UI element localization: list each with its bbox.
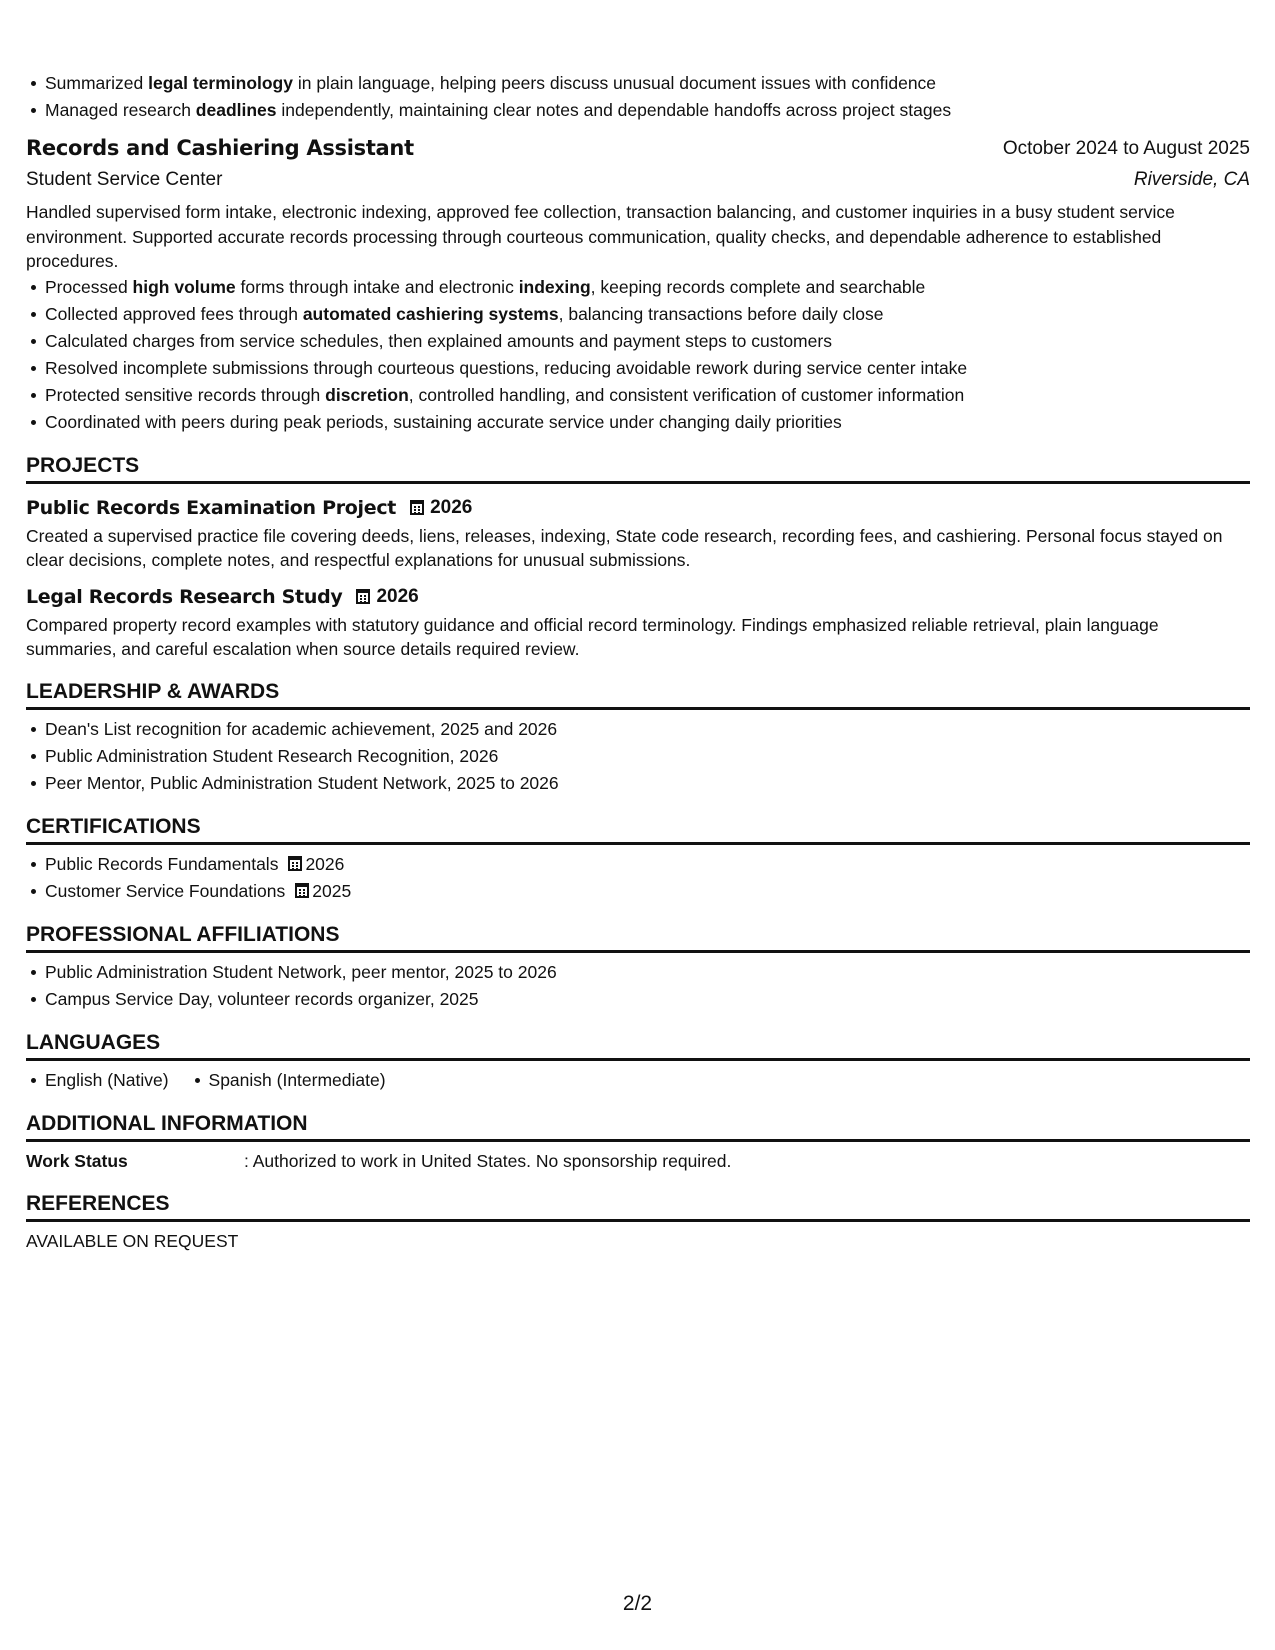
work-status-row	[26, 1148, 1250, 1174]
job-location: Riverside, CA	[1133, 169, 1250, 190]
list-item: Dean's List recognition for academic achievement, 2025 and 2026	[45, 716, 1250, 743]
project-title: Legal Records Research Study	[26, 585, 343, 608]
text-segment: forms through intake and electronic	[235, 276, 519, 297]
list-item: Peer Mentor, Public Administration Student Network, 2025 to 2026	[45, 770, 1250, 797]
text-segment: Calculated charges from service schedules, then explained amounts and payment steps to customers	[45, 330, 832, 351]
job-header	[26, 134, 1250, 163]
list-item: English (Native)	[45, 1067, 169, 1094]
calendar-icon	[410, 500, 424, 515]
references-section	[26, 1190, 1250, 1254]
project-year: 2026	[376, 585, 419, 607]
certification-name: Public Records Fundamentals	[45, 853, 279, 874]
page-number: 2/2	[622, 1592, 653, 1615]
list-item	[45, 328, 1250, 355]
list-item	[45, 355, 1250, 382]
text-segment: Summarized	[45, 73, 149, 93]
calendar-icon	[288, 856, 302, 871]
section-heading: LANGUAGES	[26, 1029, 1250, 1061]
certifications-section	[26, 813, 1250, 905]
leadership-section	[26, 678, 1250, 797]
section-heading: PROFESSIONAL AFFILIATIONS	[26, 921, 1250, 953]
calendar-icon	[295, 883, 309, 898]
certification-year: 2025	[312, 880, 352, 901]
text-segment: in plain language, helping peers discuss unusual document issues with confidence	[292, 73, 937, 93]
work-status-value: : Authorized to work in United States. No sponsorship required.	[244, 1150, 732, 1171]
work-status-label: Work Status	[26, 1150, 128, 1171]
project-description: Compared property record examples with statutory guidance and official record terminology. Findings emphasized reliable retrieval, plain language summaries, and careful escalation when source details required review.	[26, 614, 1159, 659]
list-item	[45, 409, 1250, 436]
text-segment: Collected approved fees through	[45, 303, 303, 324]
calendar-icon	[356, 589, 370, 604]
section-heading: CERTIFICATIONS	[26, 813, 1250, 845]
languages-section	[26, 1029, 1250, 1094]
emphasized-text: high volume	[132, 276, 236, 297]
list-item	[45, 851, 1250, 878]
section-heading: LEADERSHIP & AWARDS	[26, 678, 1250, 710]
text-segment: , controlled handling, and consistent verification of customer information	[408, 384, 965, 405]
job-subheader	[26, 166, 1250, 194]
affiliations-section	[26, 921, 1250, 1013]
text-segment: independently, maintaining clear notes and dependable handoffs across project stages	[276, 100, 952, 120]
list-item	[45, 878, 1250, 905]
emphasized-text: deadlines	[195, 100, 277, 120]
resume-page	[26, 70, 1250, 1254]
list-item: Spanish (Intermediate)	[209, 1067, 386, 1094]
job-organization: Student Service Center	[26, 169, 223, 190]
projects-section	[26, 452, 1250, 662]
text-segment: Managed research	[45, 100, 196, 120]
job-dates: October 2024 to August 2025	[1002, 138, 1250, 159]
list-item: Campus Service Day, volunteer records organizer, 2025	[45, 986, 1250, 1013]
project-title: Public Records Examination Project	[26, 496, 397, 519]
project-description: Created a supervised practice file covering deeds, liens, releases, indexing, State code research, recording fees, and cashiering. Personal focus stayed on clear decisions, complete notes, and respectful explanations for unusual submissions.	[26, 525, 1223, 570]
text-segment: , balancing transactions before daily close	[558, 303, 884, 324]
section-heading: ADDITIONAL INFORMATION	[26, 1110, 1250, 1142]
text-segment: Processed	[45, 276, 133, 297]
job-title: Records and Cashiering Assistant	[26, 136, 414, 160]
job-bullets	[26, 274, 1250, 436]
text-segment: , keeping records complete and searchable	[590, 276, 926, 297]
section-heading: REFERENCES	[26, 1190, 1250, 1222]
list-item: Public Administration Student Network, peer mentor, 2025 to 2026	[45, 959, 1250, 986]
additional-info-section	[26, 1110, 1250, 1174]
list-item: Public Administration Student Research Recognition, 2026	[45, 743, 1250, 770]
project-item	[26, 494, 1250, 573]
list-item	[45, 70, 1250, 97]
emphasized-text: discretion	[325, 384, 409, 405]
list-item	[45, 382, 1250, 409]
section-heading: PROJECTS	[26, 452, 1250, 484]
project-item	[26, 583, 1250, 662]
project-year: 2026	[430, 496, 473, 518]
emphasized-text: automated cashiering systems	[302, 303, 559, 324]
emphasized-text: indexing	[518, 276, 591, 297]
list-item	[45, 274, 1250, 301]
text-segment: Protected sensitive records through	[45, 384, 326, 405]
previous-role-bullets	[26, 70, 1250, 124]
emphasized-text: legal terminology	[148, 73, 293, 93]
job-summary: Handled supervised form intake, electronic indexing, approved fee collection, transaction balancing, and customer inquiries in a busy student service environment. Supported accurate records processing through courteous communication, quality checks, and dependable adherence to established procedures.	[26, 202, 1175, 271]
certification-name: Customer Service Foundations	[45, 880, 286, 901]
certification-year: 2026	[305, 853, 345, 874]
text-segment: Resolved incomplete submissions through courteous questions, reducing avoidable rework during service center intake	[45, 357, 968, 378]
references-text: AVAILABLE ON REQUEST	[26, 1230, 239, 1251]
list-item	[45, 301, 1250, 328]
list-item	[45, 97, 1250, 124]
text-segment: Coordinated with peers during peak periods, sustaining accurate service under changing daily priorities	[45, 411, 842, 432]
